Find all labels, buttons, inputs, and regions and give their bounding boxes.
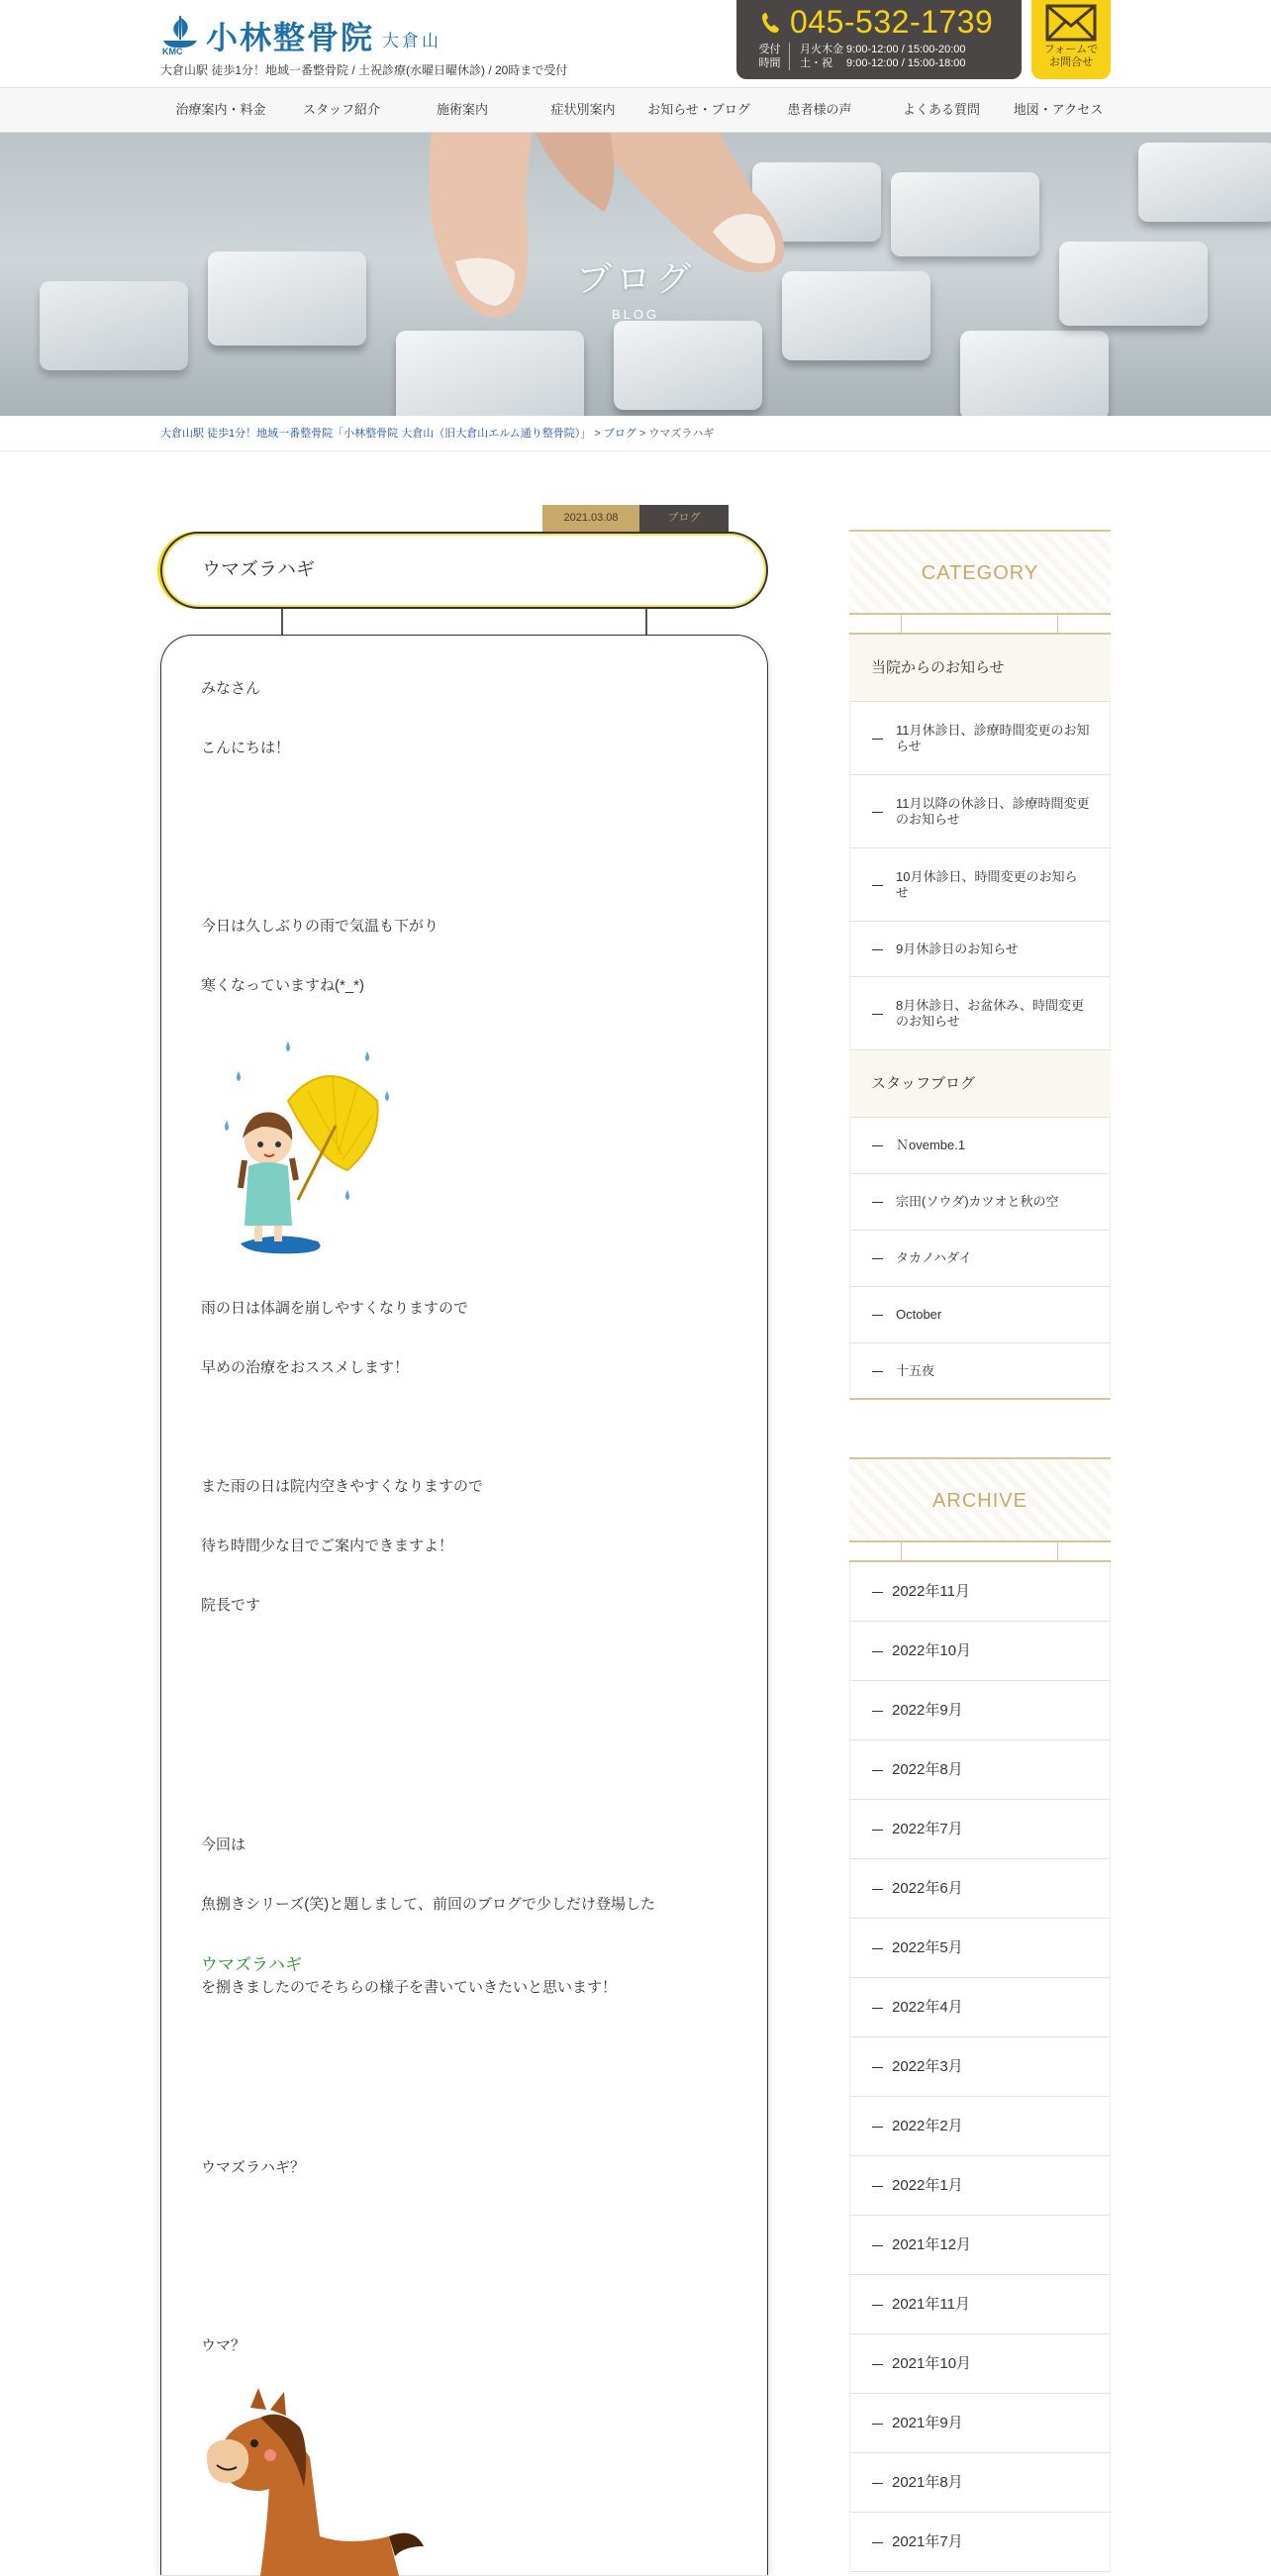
keyboard-key xyxy=(891,172,1039,256)
logo-branch: 大倉山 xyxy=(382,32,442,50)
archive-link[interactable]: 2022年4月 xyxy=(849,1978,1111,2037)
archive-link[interactable]: 2021年12月 xyxy=(849,2216,1111,2275)
post-text: みなさん xyxy=(201,680,261,697)
ship-logo-icon xyxy=(160,14,200,55)
nav-item-voices[interactable]: 患者様の声 xyxy=(787,102,852,117)
archive-link[interactable]: 2022年3月 xyxy=(849,2037,1111,2097)
category-post-link[interactable]: 11月休診日、診療時間変更のお知らせ xyxy=(849,702,1111,775)
hero-title: ブログ xyxy=(575,258,695,299)
archive-link[interactable]: 2022年5月 xyxy=(849,1919,1111,1978)
archive-link[interactable]: 2021年8月 xyxy=(849,2453,1111,2513)
post-text: また雨の日は院内空きやすくなりますので xyxy=(201,1478,484,1495)
tel-number[interactable] xyxy=(760,4,993,41)
site-logo[interactable] xyxy=(160,14,441,55)
archive-link[interactable]: 2022年6月 xyxy=(849,1859,1111,1919)
nav-item-symptoms[interactable]: 症状別案内 xyxy=(550,102,616,117)
form-label-2: お問合せ xyxy=(1049,56,1093,68)
page-hero xyxy=(0,133,1271,416)
post-text: 待ち時間少な目でご案内できますよ！ xyxy=(201,1537,454,1554)
svg-text:KMC: KMC xyxy=(162,47,183,55)
archive-link[interactable]: 2021年10月 xyxy=(849,2334,1111,2394)
nav-item-services[interactable]: 施術案内 xyxy=(436,102,488,117)
global-nav xyxy=(0,87,1271,133)
archive-link[interactable]: 2022年11月 xyxy=(849,1562,1111,1622)
umbrella-girl-illustration xyxy=(219,1032,397,1259)
category-post-link[interactable]: タカノハダイ xyxy=(849,1231,1111,1287)
breadcrumb-sep: > xyxy=(636,428,649,440)
post-link-text: ウマズラハギ xyxy=(201,1955,302,1974)
tel-box[interactable] xyxy=(736,0,1022,79)
nav-item-treatment[interactable]: 治療案内・料金 xyxy=(175,102,266,117)
nav-item-faq[interactable]: よくある質問 xyxy=(902,102,980,117)
nav-item-access[interactable]: 地図・アクセス xyxy=(1013,102,1104,117)
heading-connector xyxy=(849,615,1111,635)
post-text: を捌きましたのでそちらの様子を書いていきたいと思います！ xyxy=(201,1979,618,1996)
logo-name: 小林整骨院 xyxy=(206,20,375,55)
breadcrumb xyxy=(0,416,1271,451)
breadcrumb-sep: > xyxy=(591,428,604,440)
post-category[interactable]: ブログ xyxy=(639,505,729,532)
hours-label-1: 受付 xyxy=(758,44,781,55)
hours-weekend: 土・祝 9:00-12:00 / 15:00-18:00 xyxy=(800,57,966,69)
category-post-link[interactable]: Ｎovembe.1 xyxy=(849,1118,1111,1174)
category-post-link[interactable]: 宗田(ソウダ)カツオと秋の空 xyxy=(849,1174,1111,1231)
keyboard-key xyxy=(960,331,1109,416)
hours-weekday: 月火木金 9:00-12:00 / 15:00-20:00 xyxy=(800,44,966,55)
mail-icon xyxy=(1045,4,1097,42)
form-label-1: フォームで xyxy=(1043,44,1099,55)
archive-link[interactable]: 2022年1月 xyxy=(849,2156,1111,2216)
site-header xyxy=(0,0,1271,87)
breadcrumb-home[interactable]: 大倉山駅 徒歩1分！地域一番整骨院「小林整骨院 大倉山（旧大倉山エルム通り整骨院）」 xyxy=(160,428,592,440)
category-post-link[interactable]: October xyxy=(849,1287,1111,1343)
post-text: 寒くなっていますね(*_*) xyxy=(201,977,365,994)
keyboard-key xyxy=(1138,143,1271,222)
connector-line xyxy=(645,609,647,635)
post-meta xyxy=(542,505,729,532)
archive-heading: ARCHIVE xyxy=(849,1457,1111,1542)
category-post-link[interactable]: 10月休診日、時間変更のお知らせ xyxy=(849,848,1111,922)
post-text: 早めの治療をおススメします！ xyxy=(201,1359,410,1376)
category-post-link[interactable]: 8月休診日、お盆休み、時間変更のお知らせ xyxy=(849,977,1111,1050)
sidebar-archive xyxy=(849,1457,1111,2572)
reception-hours xyxy=(756,43,966,70)
archive-link[interactable]: 2021年11月 xyxy=(849,2275,1111,2334)
hand-illustration xyxy=(376,133,891,360)
contact-form-button[interactable] xyxy=(1031,0,1111,79)
category-post-link[interactable]: 11月以降の休診日、診療時間変更のお知らせ xyxy=(849,775,1111,848)
archive-link[interactable]: 2022年7月 xyxy=(849,1800,1111,1859)
archive-link[interactable]: 2022年2月 xyxy=(849,2097,1111,2156)
post-body xyxy=(160,635,768,2575)
hours-label-2: 時間 xyxy=(758,57,781,69)
post-text: 今回は xyxy=(201,1836,246,1853)
archive-link[interactable]: 2022年8月 xyxy=(849,1740,1111,1800)
post-title: ウマズラハギ xyxy=(160,532,768,609)
nav-item-news-blog[interactable]: お知らせ・ブログ xyxy=(647,102,750,117)
post-text: 魚捌きシリーズ(笑)と題しまして、前回のブログで少しだけ登場した xyxy=(201,1896,655,1913)
archive-link[interactable]: 2021年9月 xyxy=(849,2394,1111,2453)
connector-line xyxy=(281,609,283,635)
sidebar-category xyxy=(849,530,1111,1400)
heading-connector xyxy=(849,1542,1111,1562)
post-text: 今日は久しぶりの雨で気温も下がり xyxy=(201,918,440,935)
post-text: ウマズラハギ？ xyxy=(201,2159,306,2176)
category-post-link[interactable]: 9月休診日のお知らせ xyxy=(849,922,1111,977)
category-group-staff-blog[interactable]: スタッフブログ xyxy=(849,1050,1111,1118)
tel-text: 045-532-1739 xyxy=(790,4,994,40)
post-text: 院長です xyxy=(201,1597,261,1614)
category-group-notices[interactable]: 当院からのお知らせ xyxy=(849,635,1111,702)
post-text: 雨の日は体調を崩しやすくなりますので xyxy=(201,1300,469,1317)
post-text: こんにちは！ xyxy=(201,740,291,756)
post-date: 2021.03.08 xyxy=(542,505,639,532)
archive-link[interactable]: 2022年10月 xyxy=(849,1622,1111,1681)
hero-subtitle: BLOG xyxy=(611,307,660,322)
post-text: ウマ？ xyxy=(201,2337,246,2354)
archive-link[interactable]: 2022年9月 xyxy=(849,1681,1111,1740)
breadcrumb-blog[interactable]: ブログ xyxy=(603,428,636,440)
category-heading: CATEGORY xyxy=(849,530,1111,615)
tagline: 大倉山駅 徒歩1分！地域一番整骨院 / 土祝診療(水曜日曜休診) / 20時まで受付 xyxy=(160,63,568,77)
nav-item-staff[interactable]: スタッフ紹介 xyxy=(302,102,380,117)
category-post-link[interactable]: 十五夜 xyxy=(849,1343,1111,1400)
phone-icon xyxy=(760,11,782,35)
archive-link[interactable]: 2021年7月 xyxy=(849,2513,1111,2572)
horse-illustration xyxy=(201,2388,429,2576)
breadcrumb-current: ウマズラハギ xyxy=(648,428,715,440)
